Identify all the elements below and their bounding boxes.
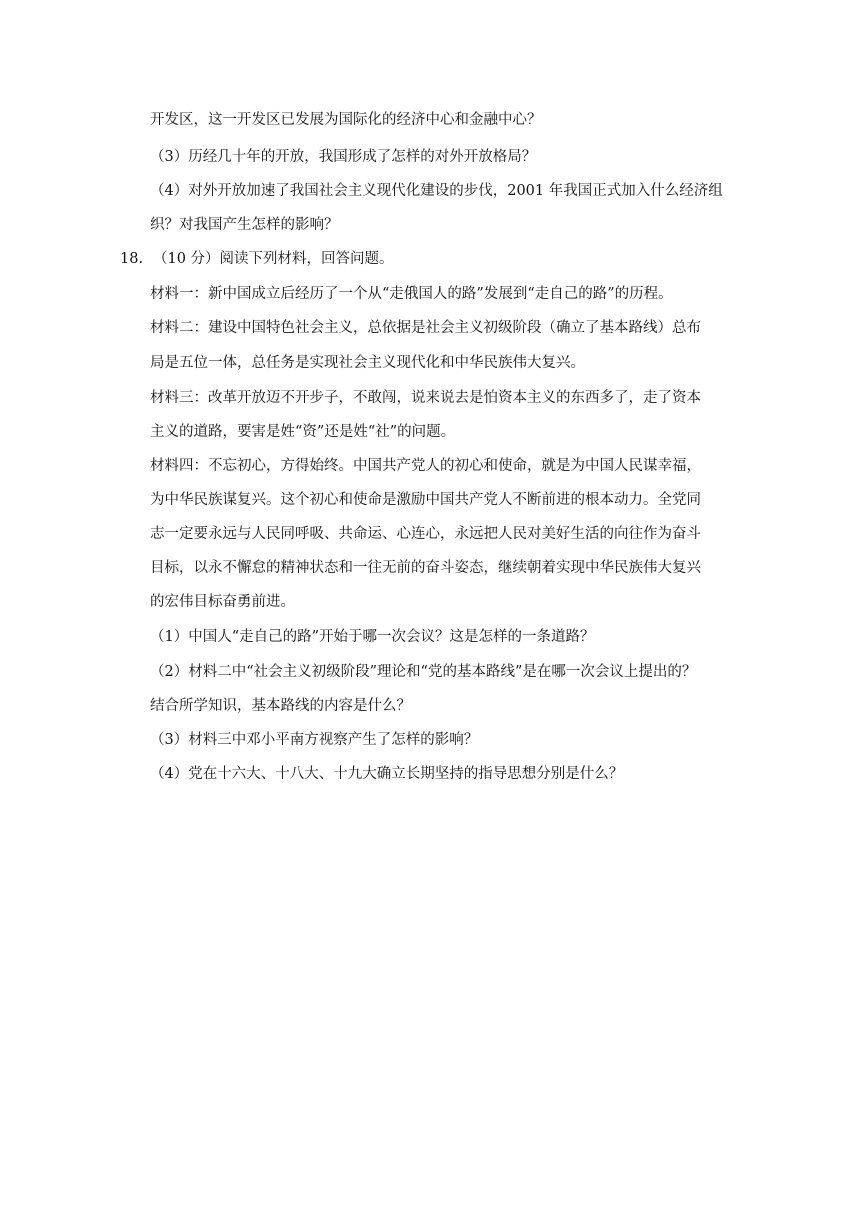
subquestion-1: （1）中国人“走自己的路”开始于哪一次会议？这是怎样的一条道路？ [150, 629, 595, 645]
subquestion-4: （4）党在十六大、十八大、十九大确立长期坚持的指导思想分别是什么？ [150, 766, 624, 782]
subquestion-2-line-1: （2）材料二中“社会主义初级阶段”理论和“党的基本路线”是在哪一次会议上提出的？ [150, 664, 697, 680]
material-4-line-3: 志一定要永远与人民同呼吸、共命运、心连心，永远把人民对美好生活的向往作为奋斗 [150, 526, 701, 542]
subquestion-3: （3）材料三中邓小平南方视察产生了怎样的影响？ [150, 732, 479, 748]
subquestion-2-line-2: 结合所学知识，基本路线的内容是什么？ [150, 698, 411, 714]
material-4-line-4: 目标，以永不懈怠的精神状态和一往无前的奋斗姿态，继续朝着实现中华民族伟大复兴 [150, 560, 701, 576]
material-2-line-1: 材料二：建设中国特色社会主义，总依据是社会主义初级阶段（确立了基本路线）总布 [150, 320, 701, 336]
material-4-line-1: 材料四：不忘初心，方得始终。中国共产党人的初心和使命，就是为中国人民谋幸福， [150, 458, 701, 474]
question-header: （10 分）阅读下列材料，回答问题。 [153, 251, 394, 267]
prev-subquestion-4-line-1: （4）对外开放加速了我国社会主义现代化建设的步伐，2001 年我国正式加入什么经济组 [150, 183, 723, 199]
prev-subquestion-4-line-2: 织？对我国产生怎样的影响？ [150, 217, 339, 233]
material-4-line-2: 为中华民族谋复兴。这个初心和使命是激励中国共产党人不断前进的根本动力。全党同 [150, 492, 701, 508]
material-3-line-1: 材料三：改革开放迈不开步子，不敢闯，说来说去是怕资本主义的东西多了，走了资本 [150, 390, 701, 406]
question-number: 18. [120, 251, 144, 267]
prev-subquestion-3: （3）历经几十年的开放，我国形成了怎样的对外开放格局？ [150, 149, 537, 165]
material-4-line-5: 的宏伟目标奋勇前进。 [150, 594, 295, 610]
prev-question-continuation: 开发区，这一开发区已发展为国际化的经济中心和金融中心？ [150, 112, 542, 128]
material-1: 材料一：新中国成立后经历了一个从“走俄国人的路”发展到“走自己的路”的历程。 [150, 286, 673, 302]
material-2-line-2: 局是五位一体，总任务是实现社会主义现代化和中华民族伟大复兴。 [150, 355, 585, 371]
material-3-line-2: 主义的道路，要害是姓“资”还是姓“社”的问题。 [150, 424, 456, 440]
